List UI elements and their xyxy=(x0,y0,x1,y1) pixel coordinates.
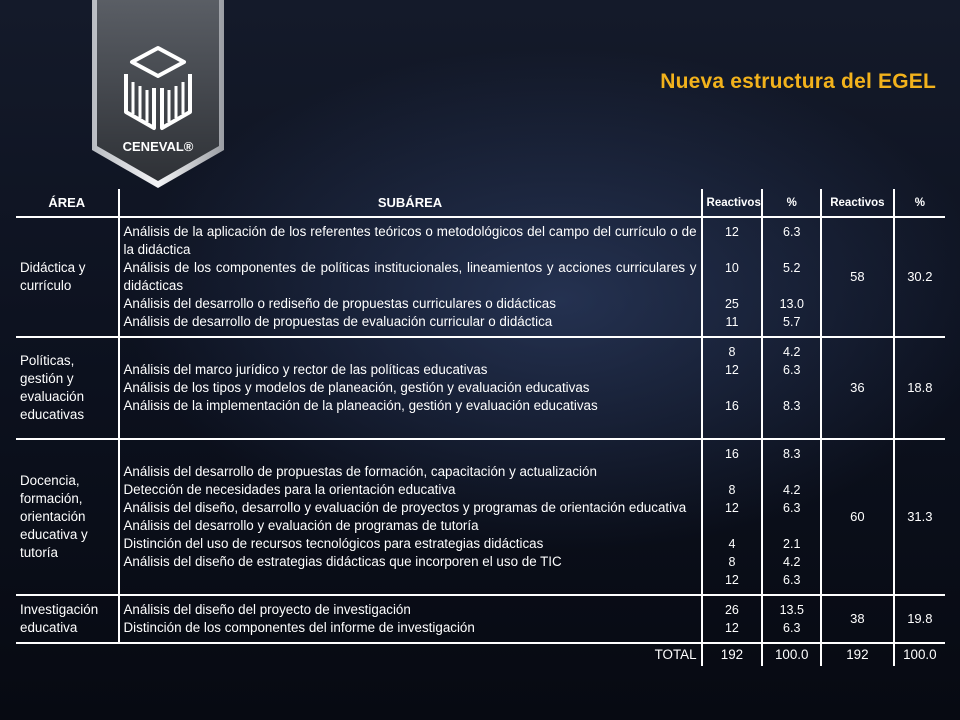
area-label: Políticas, gestión y evaluación educativas xyxy=(16,337,119,439)
subarea-reactivos-list xyxy=(702,337,763,439)
total-percent-area: 100.0 xyxy=(903,647,937,662)
subarea-item: Análisis del desarrollo y evaluación de programas de tutoría xyxy=(123,518,479,533)
subarea-item: Análisis de los componentes de políticas institucionales, lineamientos y acciones curriculares y didácticas xyxy=(123,260,697,293)
subarea-reactivos: 8 xyxy=(728,555,736,569)
table-header-row xyxy=(16,189,945,217)
subarea-percent-list xyxy=(762,337,821,439)
subarea-percent-list xyxy=(762,439,821,595)
header-percent-subarea: % xyxy=(762,189,821,217)
subarea-reactivos: 26 xyxy=(724,603,739,617)
egel-structure-table xyxy=(16,189,945,666)
subarea-percent-list xyxy=(762,595,821,643)
header-area: ÁREA xyxy=(16,189,119,217)
area-label: Investigación educativa xyxy=(16,595,119,643)
subarea-reactivos: 12 xyxy=(724,501,739,515)
subarea-reactivos: 8 xyxy=(728,345,736,359)
subarea-percent: 6.3 xyxy=(783,573,801,587)
subarea-item: Análisis del diseño del proyecto de investigación xyxy=(123,602,411,617)
area-percent-total: 30.2 xyxy=(907,269,933,284)
subarea-reactivos: 12 xyxy=(724,363,739,377)
subarea-percent: 2.1 xyxy=(783,537,801,551)
subarea-item: Detección de necesidades para la orientación educativa xyxy=(123,482,456,497)
subarea-item: Análisis del marco jurídico y rector de las políticas educativas xyxy=(123,362,488,377)
subarea-percent-list xyxy=(762,217,821,337)
subarea-list xyxy=(119,595,702,643)
area-reactivos-total: 36 xyxy=(821,337,894,439)
subarea-reactivos: 16 xyxy=(724,447,739,461)
subarea-item: Análisis del desarrollo o rediseño de propuestas curriculares o didácticas xyxy=(123,296,556,311)
header-reactivos-subarea: Reactivos xyxy=(702,189,763,217)
subarea-reactivos: 25 xyxy=(724,297,739,311)
total-label: TOTAL xyxy=(16,643,702,666)
subarea-reactivos: 12 xyxy=(724,621,739,635)
area-percent-total: 19.8 xyxy=(907,611,933,626)
subarea-percent: 13.5 xyxy=(779,603,804,617)
subarea-reactivos-list xyxy=(702,595,763,643)
subarea-item: Análisis de desarrollo de propuestas de evaluación curricular o didáctica xyxy=(123,314,553,329)
subarea-item: Análisis del desarrollo de propuestas de formación, capacitación y actualización xyxy=(123,464,597,479)
subarea-list xyxy=(119,337,702,439)
subarea-percent: 6.3 xyxy=(783,621,801,635)
table-section-row xyxy=(16,439,945,595)
subarea-item: Análisis de la aplicación de los referentes teóricos o metodológicos del campo del currículo o de la didáctica xyxy=(123,224,697,257)
table-section-row xyxy=(16,595,945,643)
ceneval-logo xyxy=(92,0,224,188)
subarea-percent: 8.3 xyxy=(783,447,801,461)
page-title: Nueva estructura del EGEL xyxy=(660,70,936,93)
area-reactivos-total: 60 xyxy=(821,439,894,595)
subarea-percent: 6.3 xyxy=(783,225,801,239)
subarea-percent: 5.2 xyxy=(783,261,801,275)
subarea-item: Análisis de la implementación de la planeación, gestión y evaluación educativas xyxy=(123,398,598,413)
subarea-percent: 4.2 xyxy=(783,555,801,569)
area-reactivos-total: 58 xyxy=(821,217,894,337)
subarea-reactivos: 16 xyxy=(724,399,739,413)
subarea-item: Distinción del uso de recursos tecnológicos para estrategias didácticas xyxy=(123,536,544,551)
subarea-percent: 13.0 xyxy=(779,297,804,311)
subarea-percent: 8.3 xyxy=(783,399,801,413)
header-reactivos-area: Reactivos xyxy=(821,189,894,217)
subarea-reactivos-list xyxy=(702,439,763,595)
subarea-reactivos-list xyxy=(702,217,763,337)
area-percent-total: 31.3 xyxy=(907,509,933,524)
subarea-list xyxy=(119,439,702,595)
subarea-reactivos: 11 xyxy=(725,315,739,329)
subarea-percent: 6.3 xyxy=(783,363,801,377)
area-label: Docencia, formación, orientación educativa y tutoría xyxy=(16,439,119,595)
total-row xyxy=(16,643,945,666)
subarea-item: Distinción de los componentes del informe de investigación xyxy=(123,620,475,635)
area-label: Didáctica y currículo xyxy=(16,217,119,337)
subarea-reactivos: 12 xyxy=(724,573,739,587)
total-reactivos-area: 192 xyxy=(821,643,894,666)
subarea-reactivos: 12 xyxy=(724,225,739,239)
table-section-row xyxy=(16,337,945,439)
area-reactivos-total: 38 xyxy=(821,595,894,643)
subarea-reactivos: 4 xyxy=(728,537,736,551)
header-subarea: SUBÁREA xyxy=(119,189,702,217)
subarea-list xyxy=(119,217,702,337)
subarea-item: Análisis del diseño de estrategias didácticas que incorporen el uso de TIC xyxy=(123,554,562,569)
total-percent-subarea: 100.0 xyxy=(762,643,821,666)
logo-text: CENEVAL® xyxy=(122,139,194,154)
subarea-percent: 5.7 xyxy=(783,315,801,329)
subarea-item: Análisis de los tipos y modelos de planeación, gestión y evaluación educativas xyxy=(123,380,590,395)
subarea-reactivos: 10 xyxy=(724,261,739,275)
total-reactivos-subarea: 192 xyxy=(702,643,763,666)
table-section-row xyxy=(16,217,945,337)
subarea-percent: 4.2 xyxy=(783,483,801,497)
header-percent-area: % xyxy=(914,196,925,209)
subarea-item: Análisis del diseño, desarrollo y evaluación de proyectos y programas de orientación educativa xyxy=(123,500,687,515)
subarea-reactivos: 8 xyxy=(728,483,736,497)
subarea-percent: 6.3 xyxy=(783,501,801,515)
area-percent-total: 18.8 xyxy=(907,380,933,395)
subarea-percent: 4.2 xyxy=(783,345,801,359)
